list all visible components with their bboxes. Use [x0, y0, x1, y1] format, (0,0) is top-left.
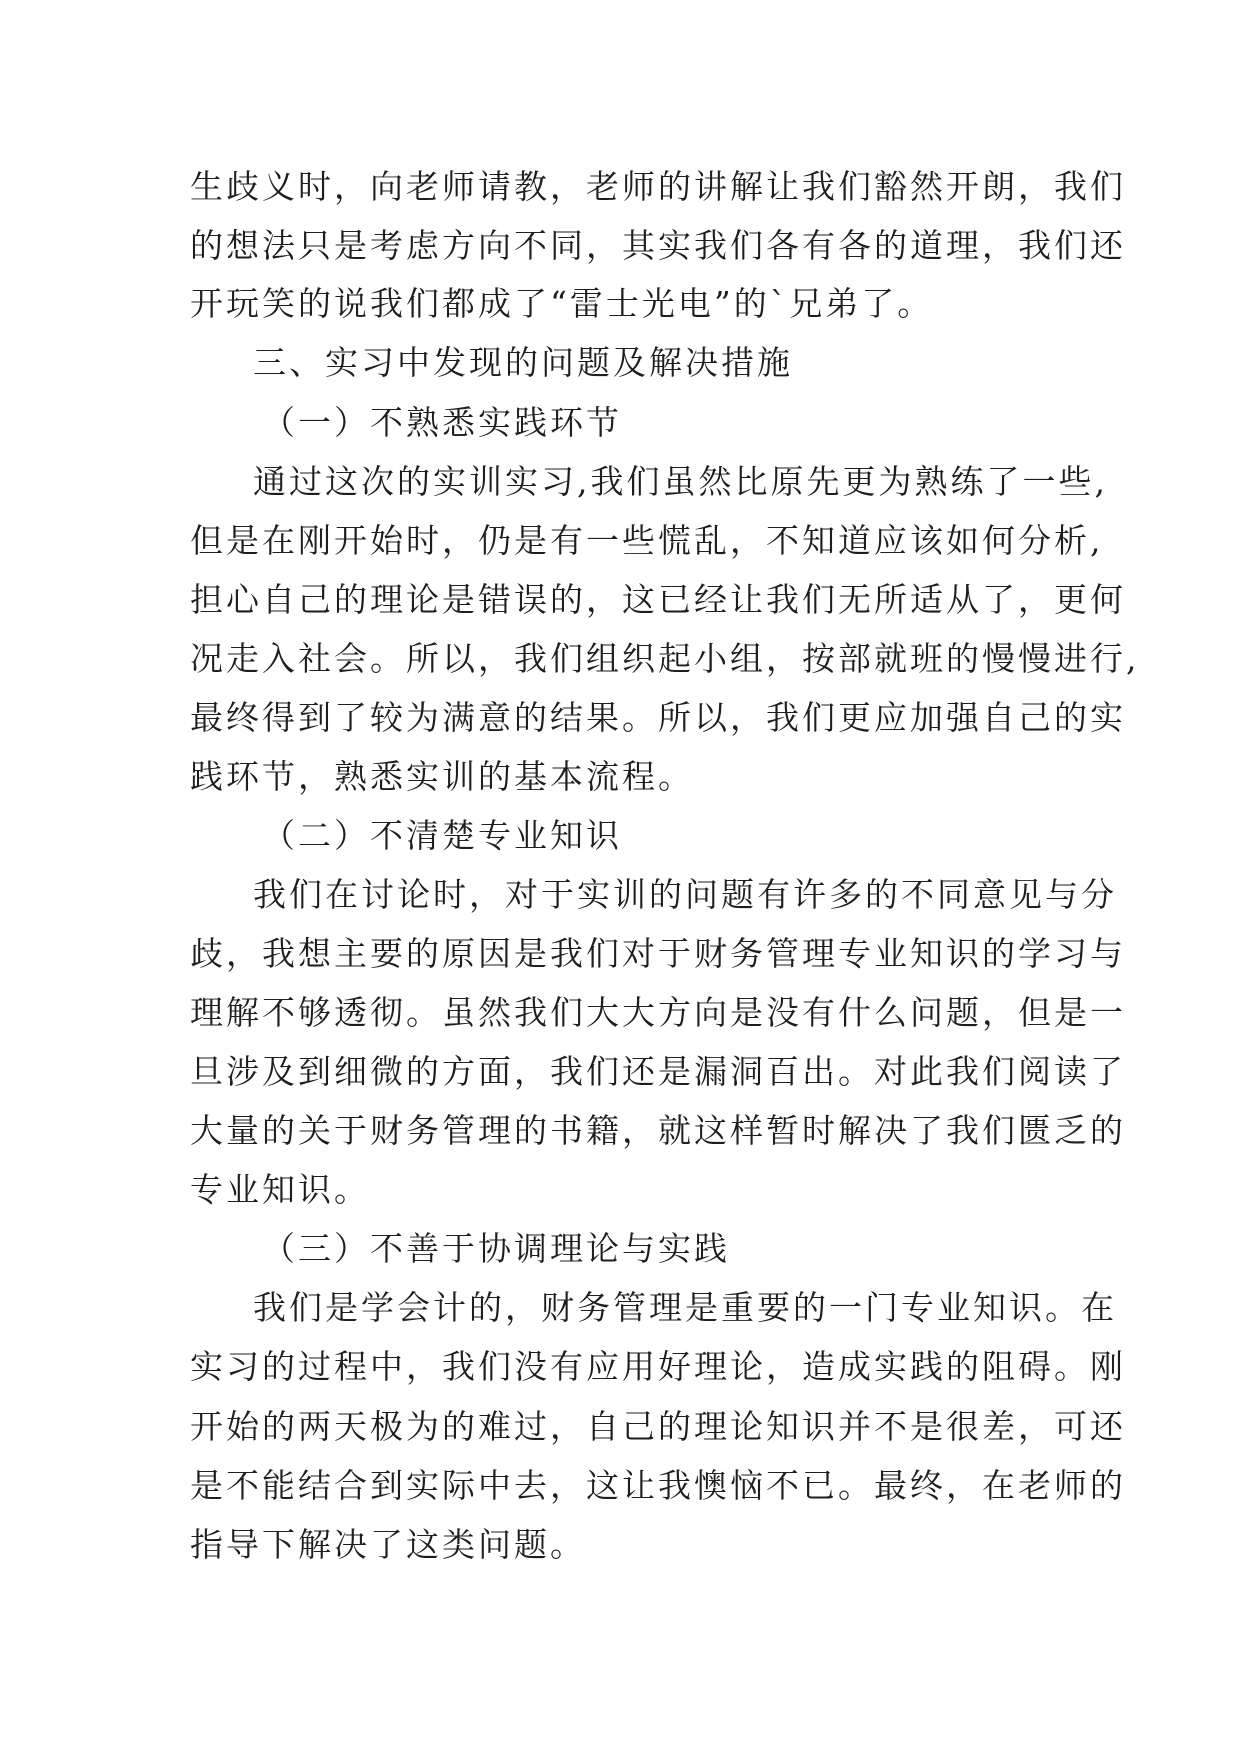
paragraph-line: 最终得到了较为满意的结果。所以，我们更应加强自己的实 [190, 698, 1126, 737]
paragraph-line: 旦涉及到细微的方面，我们还是漏洞百出。对此我们阅读了 [190, 1052, 1126, 1091]
paragraph-line: 生歧义时，向老师请教，老师的讲解让我们豁然开朗，我们 [190, 167, 1126, 206]
paragraph-line: 实习的过程中，我们没有应用好理论，造成实践的阻碍。刚 [190, 1347, 1126, 1386]
paragraph-line: 通过这次的实训实习,我们虽然比原先更为熟练了一些, [253, 462, 1108, 501]
paragraph-line: 担心自己的理论是错误的，这已经让我们无所适从了，更何 [190, 580, 1126, 619]
paragraph-line: 况走入社会。所以，我们组织起小组，按部就班的慢慢进行, [190, 639, 1140, 678]
paragraph-line: 理解不够透彻。虽然我们大大方向是没有什么问题，但是一 [190, 993, 1126, 1032]
paragraph-line: 大量的关于财务管理的书籍，就这样暂时解决了我们匮乏的 [190, 1111, 1126, 1150]
paragraph-line: 歧，我想主要的原因是我们对于财务管理专业知识的学习与 [190, 934, 1126, 973]
paragraph-line: 的想法只是考虑方向不同，其实我们各有各的道理，我们还 [190, 226, 1126, 265]
paragraph-line: 开玩笑的说我们都成了“雷士光电”的`兄弟了。 [190, 284, 934, 323]
paragraph-line: 但是在刚开始时，仍是有一些慌乱，不知道应该如何分析, [190, 521, 1104, 560]
paragraph-line: 专业知识。 [190, 1170, 370, 1209]
subsection-heading: （三）不善于协调理论与实践 [262, 1229, 730, 1268]
paragraph-line: 开始的两天极为的难过，自己的理论知识并不是很差，可还 [190, 1407, 1126, 1446]
paragraph-line: 我们在讨论时，对于实训的问题有许多的不同意见与分 [253, 875, 1117, 914]
paragraph-line: 我们是学会计的，财务管理是重要的一门专业知识。在 [253, 1288, 1117, 1327]
paragraph-line: 践环节，熟悉实训的基本流程。 [190, 757, 694, 796]
paragraph-line: 指导下解决了这类问题。 [190, 1525, 586, 1564]
paragraph-line: 是不能结合到实际中去，这让我懊恼不已。最终，在老师的 [190, 1466, 1126, 1505]
section-heading: 三、实习中发现的问题及解决措施 [253, 343, 793, 382]
subsection-heading: （一）不熟悉实践环节 [262, 403, 622, 442]
subsection-heading: （二）不清楚专业知识 [262, 816, 622, 855]
